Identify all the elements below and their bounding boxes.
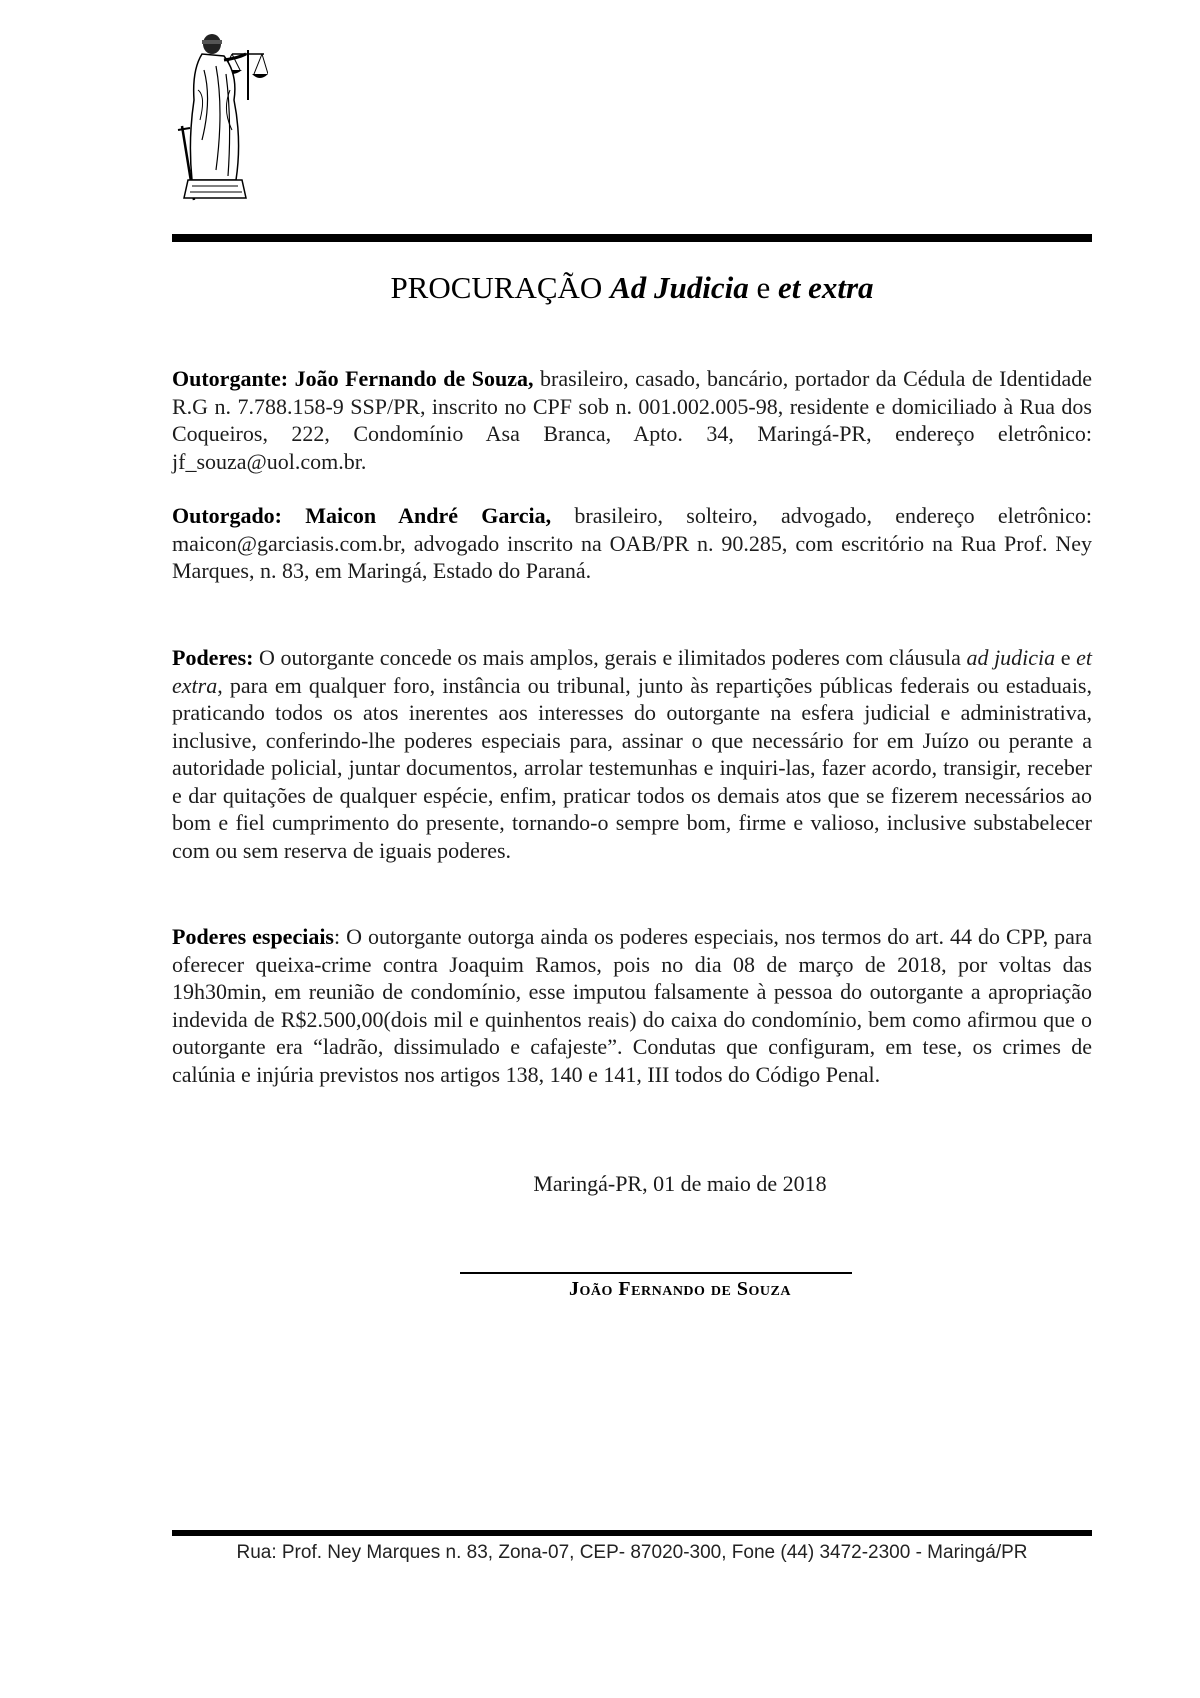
poderes-paragraph: Poderes: O outorgante concede os mais amplos, gerais e ilimitados poderes com cláusula ad judicia e et extra, para em qualquer foro, instância ou tribunal, junto às repartições públicas federais ou estaduais, praticando todos os atos inerentes aos interesses do outorgante na esfera judicial e administrativa, inclusive, conferindo-lhe poderes especiais para, assinar o que necessário for em Juízo ou perante a autoridade policial, juntar documentos, arrolar testemunhas e inquiri-las, fazer acordo, transigir, receber e dar quitações de qualquer espécie, enfim, praticar todos os demais atos que se fizerem necessários ao bom e fiel cumprimento do presente, tornando-o sempre bom, firme e valioso, inclusive substabelecer com ou sem reserva de iguais poderes. [172,645,1092,863]
document-title: PROCURAÇÃO Ad Judicia e et extra [390,270,874,305]
poderes-label: Poderes: [172,645,254,670]
signature-line [460,1272,852,1274]
place-and-date: Maringá-PR, 01 de maio de 2018 [533,1171,827,1196]
lady-justice-icon [172,30,268,206]
outorgado-label: Outorgado: Maicon André Garcia, [172,503,552,528]
outorgante-paragraph: Outorgante: João Fernando de Souza, brasileiro, casado, bancário, portador da Cédula de Identidade R.G n. 7.788.158-9 SSP/PR, inscrito no CPF sob n. 001.002.005-98, residente e domiciliado à Rua dos Coqueiros, 222, Condomínio Asa Branca, Apto. 34, Maringá-PR, endereço eletrônico: jf_souza@uol.com.br. [172,366,1093,474]
outorgante-label: Outorgante: João Fernando de Souza, [172,366,534,391]
top-divider [172,234,1092,242]
poderes-especiais-paragraph: Poderes especiais: O outorgante outorga ainda os poderes especiais, nos termos do art. 44 do CPP, para oferecer queixa-crime contra Joaquim Ramos, pois no dia 08 de março de 2018, por voltas das 19h30min, em reunião de condomínio, esse imputou falsamente à pessoa do outorgante a apropriação indevida de R$2.500,00(dois mil e quinhentos reais) do caixa do condomínio, bem como afirmou que o outorgante era “ladrão, dissimulado e cafajeste”. Condutas que configuram, em tese, os crimes de calúnia e injúria previstos nos artigos 138, 140 e 141, III todos do Código Penal. [172,924,1092,1087]
poderes-especiais-label: Poderes especiais [172,924,334,949]
signature-name: João Fernando de Souza [569,1278,791,1300]
bottom-divider [172,1530,1092,1536]
footer-address: Rua: Prof. Ney Marques n. 83, Zona-07, CEP- 87020-300, Fone (44) 3472-2300 - Maringá/PR [236,1542,1028,1563]
outorgado-paragraph: Outorgado: Maicon André Garcia, brasileiro, solteiro, advogado, endereço eletrônico: maicon@garciasis.com.br, advogado inscrito na OAB/PR n. 90.285, com escritório na Rua Prof. Ney Marques, n. 83, em Maringá, Estado do Paraná. [172,503,1092,583]
